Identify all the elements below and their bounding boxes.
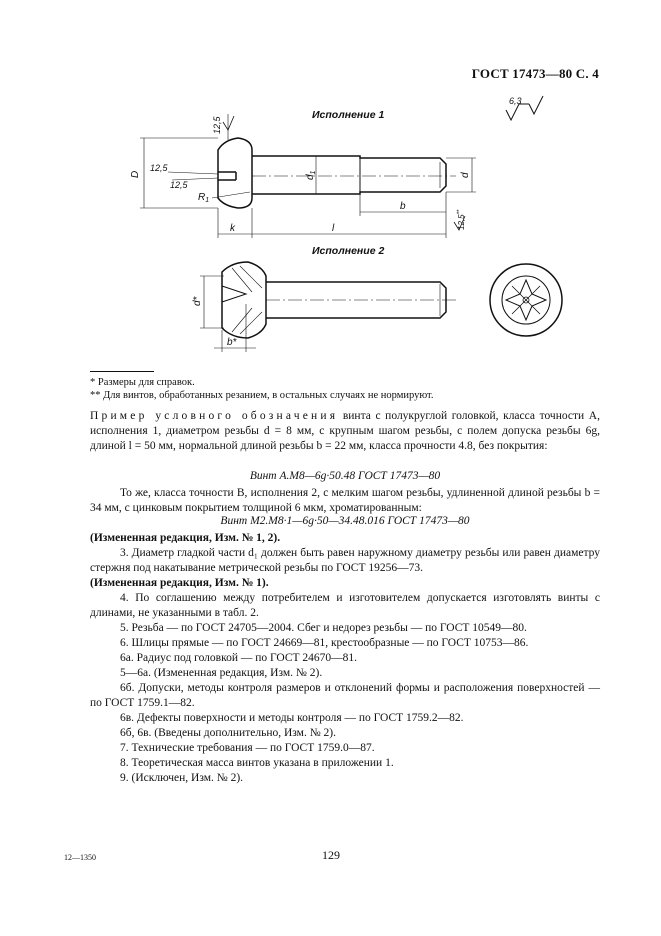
dim-thread-roughness: 12,5** [457, 209, 466, 230]
clause-item: 6а. Радиус под головкой — по ГОСТ 24670—81. [120, 652, 358, 664]
clause-item: 6б. Допуски, методы контроля размеров и отклонений формы и расположения поверхностей — по ГОСТ 1759.1—82. [90, 682, 600, 709]
example2-paragraph: То же, класса точности В, исполнения 2, с мелким шагом резьбы, удлиненной длиной резьбы b = 34 мм, с цинковым покрытием толщиной 6 мкм, хроматированным: [90, 487, 600, 514]
screw-drawing [0, 0, 661, 370]
variant1-label: Исполнение 1 [312, 109, 385, 121]
clause-item: 6б, 6в. (Введены дополнительно, Изм. № 2). [120, 727, 336, 739]
dim-k: k [230, 223, 235, 234]
clause-item: (Измененная редакция, Изм. № 1, 2). [90, 532, 281, 544]
clause-item: 6. Шлицы прямые — по ГОСТ 24669—81, крестообразные — по ГОСТ 10753—86. [120, 637, 529, 649]
clause-item: 5. Резьба — по ГОСТ 24705—2004. Сбег и недорез резьбы — по ГОСТ 10549—80. [120, 622, 527, 634]
dim-R1: $R_1$ [198, 192, 210, 204]
example1-paragraph [90, 409, 600, 454]
clause-item: 6в. Дефекты поверхности и методы контроля — по ГОСТ 1759.2—82. [120, 712, 464, 724]
dim-d1: $d_1$ [305, 170, 317, 180]
roughness-general-paren [528, 119, 529, 120]
clause-item: 8. Теоретическая масса винтов указана в приложении 1. [120, 757, 394, 769]
dim-slot-roughness-b: 12,5 [170, 180, 188, 190]
clauses-list [90, 531, 600, 786]
roughness-general: 6,3 [509, 96, 522, 106]
dim-head-roughness: 12,5 [212, 116, 222, 134]
dim-D: D [130, 170, 141, 178]
footer-code: 12—1350 [64, 853, 96, 862]
footnote: * Размеры для справок. [90, 377, 195, 388]
dim-d-star: d* [192, 296, 203, 306]
clause-item: (Измененная редакция, Изм. № 1). [90, 577, 269, 589]
dim-l: l [332, 223, 335, 234]
footnote: ** Для винтов, обработанных резанием, в остальных случаях не нормируют. [90, 390, 434, 401]
clause-item: 5—6а. (Измененная редакция, Изм. № 2). [120, 667, 323, 679]
example1-designation: Винт А.М8—6g·50.48 ГОСТ 17473—80 [249, 470, 441, 482]
example1-text: винта с полукруглой головкой, класса точности А, исполнения 1, диаметром резьбы d = 8 мм, с крупным шагом резьбы, с полем допуска резьбы 6g, длиной l = 50 мм, нормальной длиной резьбы b = 22 мм, класса прочности 4.8, без покрытия: [90, 410, 600, 452]
clause-item: 4. По соглашению между потребителем и изготовителем допускается изготовлять винты с длинами, не указанными в табл. 2. [90, 592, 600, 619]
example-lead: Пример условного обозначения [90, 410, 339, 422]
clause-item: 3. Диаметр гладкой части d₁ должен быть равен наружному диаметру резьбы или равен диаметру стержня под накатывание метрической резьбы по ГОСТ 19256—73. [90, 547, 600, 574]
dim-b-star: b* [227, 337, 237, 348]
clause-item: 7. Технические требования — по ГОСТ 1759.0—87. [120, 742, 375, 754]
dim-slot-roughness-a: 12,5 [150, 163, 168, 173]
clause-item: 9. (Исключен, Изм. № 2). [120, 772, 244, 784]
dim-b: b [400, 201, 406, 212]
variant2-label: Исполнение 2 [312, 245, 385, 257]
page-number: 129 [322, 848, 340, 862]
page-header: ГОСТ 17473—80 С. 4 [471, 66, 599, 81]
footnote-rule [90, 371, 154, 372]
dim-d: d [460, 172, 471, 178]
example2-designation: Винт М2.М8·1—6g·50—34.48.016 ГОСТ 17473—80 [220, 515, 470, 527]
